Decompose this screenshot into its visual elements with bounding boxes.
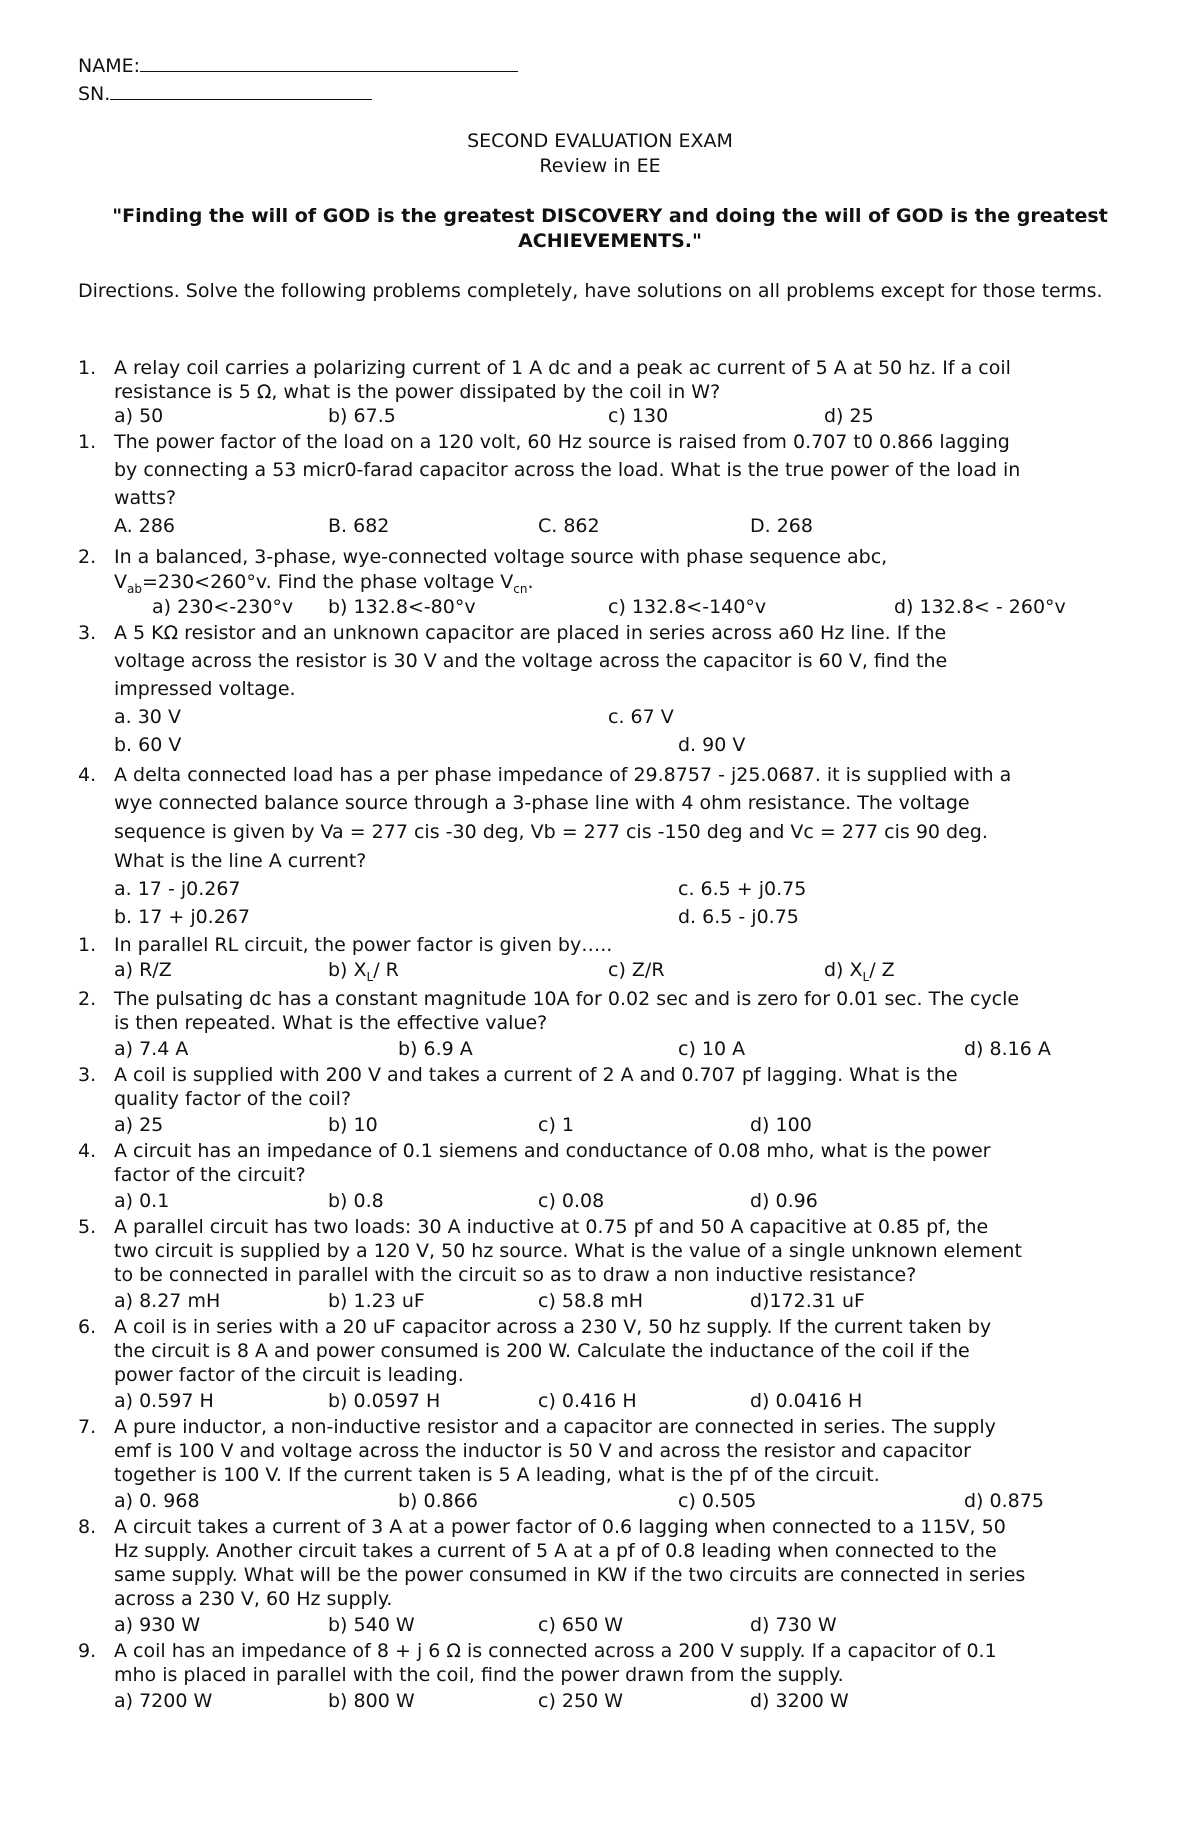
answer-option: c) 130	[608, 405, 669, 427]
answer-option: b. 60 V	[114, 734, 182, 756]
answer-option: d. 6.5 - j0.75	[678, 906, 799, 928]
question-text-line: A circuit takes a current of 3 A at a power factor of 0.6 lagging when connected to a 115V, 50	[114, 1516, 1006, 1538]
question-number: 5.	[78, 1216, 97, 1238]
name-blank-line	[140, 52, 518, 72]
exam-title: SECOND EVALUATION EXAM	[467, 130, 733, 152]
question-text-line: two circuit is supplied by a 120 V, 50 hz source. What is the value of a single unknown element	[114, 1240, 1022, 1262]
answer-option: c) 0.08	[538, 1190, 605, 1212]
question-text-line: A pure inductor, a non-inductive resistor and a capacitor are connected in series. The supply	[114, 1416, 996, 1438]
answer-option: D. 268	[750, 515, 813, 537]
answer-option: a. 30 V	[114, 706, 181, 728]
option-text: b) X	[328, 959, 367, 981]
question-text-line: quality factor of the coil?	[114, 1088, 352, 1110]
answer-option: b) 10	[328, 1114, 378, 1136]
directions: Directions. Solve the following problems completely, have solutions on all problems except for those terms.	[78, 280, 1103, 302]
answer-option: a. 17 - j0.267	[114, 878, 241, 900]
answer-option: c) 132.8<-140°v	[608, 596, 767, 618]
question-number: 8.	[78, 1516, 97, 1538]
option-text: / R	[373, 959, 399, 981]
question-text-line: In parallel RL circuit, the power factor is given by…..	[114, 934, 613, 956]
question-text-line: across a 230 V, 60 Hz supply.	[114, 1588, 393, 1610]
answer-option: b) 540 W	[328, 1614, 415, 1636]
question-text-line: to be connected in parallel with the circuit so as to draw a non inductive resistance?	[114, 1264, 917, 1286]
question-text-line: factor of the circuit?	[114, 1164, 306, 1186]
answer-option: c) 0.505	[678, 1490, 757, 1512]
question-text-fragment: .	[527, 571, 534, 593]
answer-option: d) 25	[824, 405, 874, 427]
answer-option: b) 800 W	[328, 1690, 415, 1712]
question-text-line: the circuit is 8 A and power consumed is 200 W. Calculate the inductance of the coil if the	[114, 1340, 970, 1362]
question-text-line	[114, 571, 1159, 596]
answer-option: c) 1	[538, 1114, 574, 1136]
answer-option: a) 7.4 A	[114, 1038, 189, 1060]
question-number: 4.	[78, 764, 97, 786]
question-text-line: together is 100 V. If the current taken is 5 A leading, what is the pf of the circuit.	[114, 1464, 880, 1486]
answer-option: b) 1.23 uF	[328, 1290, 425, 1312]
answer-option: d) 0.875	[964, 1490, 1044, 1512]
question-number: 2.	[78, 546, 97, 568]
answer-option: A. 286	[114, 515, 176, 537]
answer-option: c) 250 W	[538, 1690, 623, 1712]
answer-option: a) 230<-230°v	[152, 596, 294, 618]
answer-option: B. 682	[328, 515, 390, 537]
answer-option: b) 0.866	[398, 1490, 478, 1512]
answer-option: a) 930 W	[114, 1614, 201, 1636]
sn-label: SN.	[78, 83, 111, 105]
answer-option: a) 50	[114, 405, 164, 427]
answer-option: a) 0. 968	[114, 1490, 200, 1512]
question-text-line: A relay coil carries a polarizing current of 1 A dc and a peak ac current of 5 A at 50 hz. If a coil	[114, 357, 1011, 379]
question-number: 7.	[78, 1416, 97, 1438]
answer-option	[824, 959, 895, 984]
question-text-line: power factor of the circuit is leading.	[114, 1364, 464, 1386]
question-text-line: A parallel circuit has two loads: 30 A inductive at 0.75 pf and 50 A capacitive at 0.85 pf, the	[114, 1216, 989, 1238]
answer-option: d) 100	[750, 1114, 812, 1136]
question-text-line: A delta connected load has a per phase impedance of 29.8757 - j25.0687. it is supplied with a	[114, 764, 1012, 786]
answer-option: a) 25	[114, 1114, 164, 1136]
answer-option: a) 0.1	[114, 1190, 170, 1212]
question-number: 4.	[78, 1140, 97, 1162]
question-number: 1.	[78, 357, 97, 379]
question-text-line: The power factor of the load on a 120 volt, 60 Hz source is raised from 0.707 t0 0.866 lagging	[114, 431, 1010, 453]
subscript: ab	[127, 581, 142, 596]
answer-option: d. 90 V	[678, 734, 746, 756]
sn-blank-line	[110, 80, 372, 100]
answer-option: d) 8.16 A	[964, 1038, 1051, 1060]
question-text-line: A circuit has an impedance of 0.1 siemens and conductance of 0.08 mho, what is the power	[114, 1140, 991, 1162]
answer-option: c) 10 A	[678, 1038, 746, 1060]
question-text-line: resistance is 5 Ω, what is the power dissipated by the coil in W?	[114, 381, 721, 403]
answer-option: d) 0.0416 H	[750, 1390, 863, 1412]
question-text-line: Hz supply. Another circuit takes a current of 5 A at a pf of 0.8 leading when connected to the	[114, 1540, 997, 1562]
voltage-symbol: V	[114, 571, 127, 593]
subscript: L	[862, 969, 870, 984]
question-text-line: What is the line A current?	[114, 850, 367, 872]
answer-option: c) 650 W	[538, 1614, 623, 1636]
answer-option: b) 0.0597 H	[328, 1390, 441, 1412]
answer-option: b) 67.5	[328, 405, 396, 427]
question-text-line: The pulsating dc has a constant magnitude 10A for 0.02 sec and is zero for 0.01 sec. The cycle	[114, 988, 1020, 1010]
answer-option: c) Z/R	[608, 959, 665, 981]
question-text-line: watts?	[114, 487, 177, 509]
name-label: NAME:	[78, 55, 141, 77]
answer-option: c) 58.8 mH	[538, 1290, 644, 1312]
question-text-line: A coil has an impedance of 8 + j 6 Ω is connected across a 200 V supply. If a capacitor of 0.1	[114, 1640, 997, 1662]
question-text-line: A coil is in series with a 20 uF capacitor across a 230 V, 50 hz supply. If the current taken by	[114, 1316, 992, 1338]
question-text-line: wye connected balance source through a 3-phase line with 4 ohm resistance. The voltage	[114, 792, 970, 814]
answer-option: d) 3200 W	[750, 1690, 849, 1712]
question-text-line: is then repeated. What is the effective value?	[114, 1012, 548, 1034]
answer-option: c) 0.416 H	[538, 1390, 637, 1412]
answer-option	[328, 959, 399, 984]
question-text-line: impressed voltage.	[114, 678, 296, 700]
answer-option: b. 17 + j0.267	[114, 906, 250, 928]
question-number: 1.	[78, 431, 97, 453]
question-number: 6.	[78, 1316, 97, 1338]
sn-field	[78, 80, 372, 105]
answer-option: a) 7200 W	[114, 1690, 213, 1712]
question-text-line: A 5 KΩ resistor and an unknown capacitor are placed in series across a60 Hz line. If the	[114, 622, 947, 644]
answer-option: c. 67 V	[608, 706, 674, 728]
answer-option: d) 730 W	[750, 1614, 837, 1636]
subscript: L	[366, 969, 374, 984]
question-text-line: In a balanced, 3-phase, wye-connected voltage source with phase sequence abc,	[114, 546, 888, 568]
answer-option: a) 8.27 mH	[114, 1290, 221, 1312]
name-field	[78, 52, 518, 77]
question-text-line: A coil is supplied with 200 V and takes a current of 2 A and 0.707 pf lagging. What is the	[114, 1064, 958, 1086]
answer-option: c. 6.5 + j0.75	[678, 878, 807, 900]
answer-option: d) 132.8< - 260°v	[894, 596, 1066, 618]
answer-option: b) 6.9 A	[398, 1038, 473, 1060]
answer-option: d)172.31 uF	[750, 1290, 865, 1312]
answer-option: b) 0.8	[328, 1190, 384, 1212]
subscript: cn	[513, 581, 528, 596]
option-text: / Z	[869, 959, 895, 981]
question-text-line: mho is placed in parallel with the coil, find the power drawn from the supply.	[114, 1664, 844, 1686]
question-number: 3.	[78, 1064, 97, 1086]
answer-option: C. 862	[538, 515, 600, 537]
question-number: 9.	[78, 1640, 97, 1662]
question-text-line: emf is 100 V and voltage across the inductor is 50 V and across the resistor and capacitor	[114, 1440, 971, 1462]
question-text-line: voltage across the resistor is 30 V and the voltage across the capacitor is 60 V, find the	[114, 650, 948, 672]
option-text: d) X	[824, 959, 863, 981]
question-number: 3.	[78, 622, 97, 644]
question-text-line: same supply. What will be the power consumed in KW if the two circuits are connected in series	[114, 1564, 1026, 1586]
question-text-line: sequence is given by Va = 277 cis -30 deg, Vb = 277 cis -150 deg and Vc = 277 cis 90 deg.	[114, 821, 988, 843]
question-text-fragment: =230<260°v. Find the phase voltage V	[141, 571, 514, 593]
answer-option: b) 132.8<-80°v	[328, 596, 476, 618]
answer-option: a) 0.597 H	[114, 1390, 214, 1412]
question-number: 2.	[78, 988, 97, 1010]
question-number: 1.	[78, 934, 97, 956]
question-text-line: by connecting a 53 micr0-farad capacitor across the load. What is the true power of the load in	[114, 459, 1021, 481]
quote: "Finding the will of GOD is the greatest DISCOVERY and doing the will of GOD is the greatest ACHIEVEMENTS."	[112, 205, 1108, 252]
exam-subtitle: Review in EE	[539, 155, 661, 177]
answer-option: d) 0.96	[750, 1190, 818, 1212]
answer-option: a) R/Z	[114, 959, 172, 981]
